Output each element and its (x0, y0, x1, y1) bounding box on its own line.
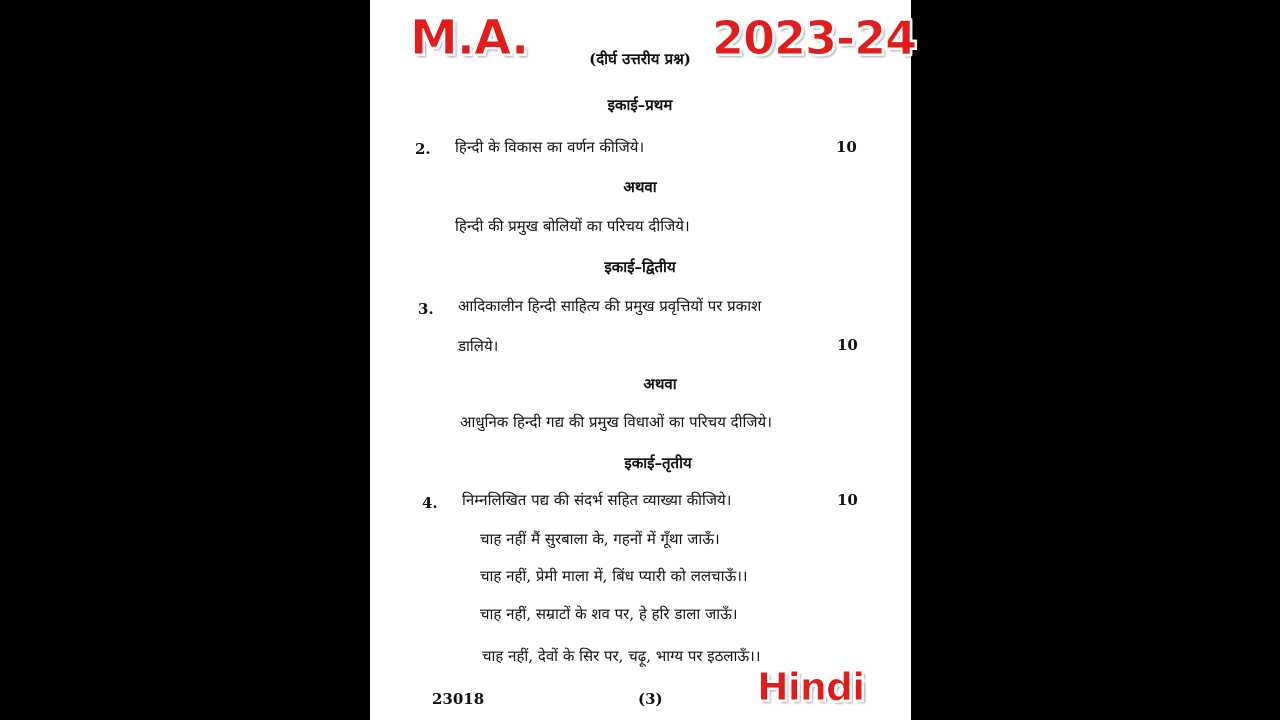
question-4-text: निम्नलिखित पद्य की संदर्भ सहित व्याख्या कीजिये। (462, 491, 732, 509)
exam-paper-page (370, 0, 911, 720)
verse-line-2: चाह नहीं, प्रेमी माला में, बिंध प्यारी को ललचाऊँ।। (480, 567, 748, 585)
unit-heading-2: इकाई–द्वितीय (604, 258, 676, 276)
page-number: (3) (638, 690, 663, 708)
paper-code: 23018 (432, 690, 485, 708)
question-2-alternative: हिन्दी की प्रमुख बोलियों का परिचय दीजिये। (455, 217, 690, 235)
question-3-text-line-1: आदिकालीन हिन्दी साहित्य की प्रमुख प्रवृत्तियों पर प्रकाश (458, 297, 762, 315)
subject-label: Hindi (757, 665, 865, 709)
question-2-text: हिन्दी के विकास का वर्णन कीजिये। (455, 138, 645, 156)
verse-line-1: चाह नहीं मैं सुरबाला के, गहनों में गूँथा जाऊँ। (480, 530, 720, 548)
section-title: (दीर्घ उत्तरीय प्रश्न) (589, 50, 691, 68)
question-number-3: 3. (418, 300, 434, 318)
or-label-1: अथवा (623, 178, 657, 196)
ma-label: M.A. (410, 10, 529, 66)
verse-line-3: चाह नहीं, सम्राटों के शव पर, हे हरि डाला जाऊँ। (480, 605, 738, 623)
question-number-4: 4. (422, 494, 438, 512)
question-3-alternative: आधुनिक हिन्दी गद्य की प्रमुख विधाओं का परिचय दीजिये। (460, 413, 772, 431)
or-label-2: अथवा (643, 375, 677, 393)
verse-line-4: चाह नहीं, देवों के सिर पर, चढ़ू, भाग्य पर इठलाऊँ।। (482, 647, 761, 665)
question-number-2: 2. (415, 140, 431, 158)
unit-heading-3: इकाई–तृतीय (624, 454, 692, 472)
question-2-marks: 10 (836, 138, 857, 156)
question-3-text-line-2: डालिये। (458, 337, 499, 355)
year-label: 2023-24 (712, 11, 917, 65)
question-4-marks: 10 (837, 491, 858, 509)
question-3-marks: 10 (837, 336, 858, 354)
unit-heading-1: इकाई–प्रथम (607, 96, 673, 114)
